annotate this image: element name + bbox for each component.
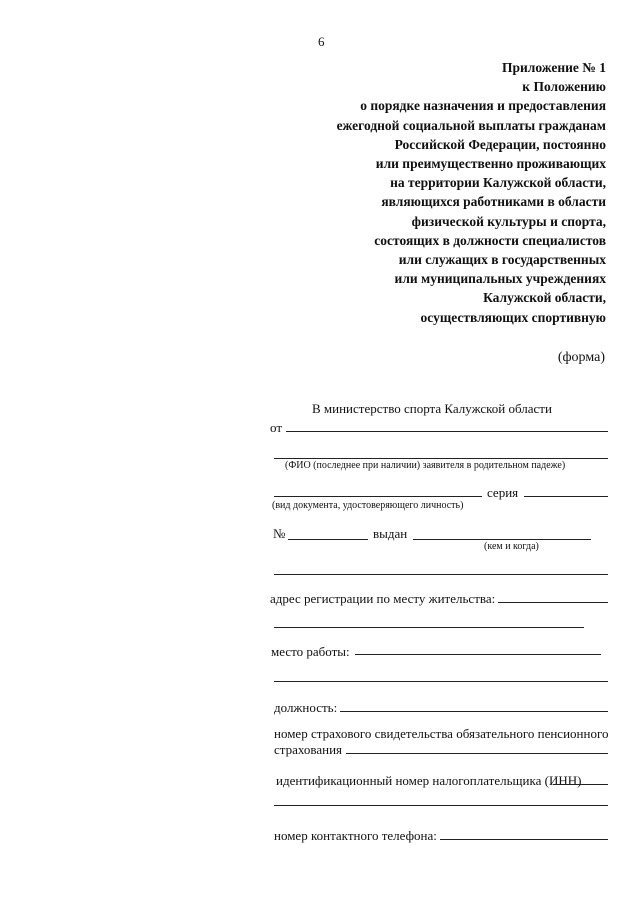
issued-continuation-field[interactable]	[274, 574, 608, 575]
header-line: или служащих в государственных	[398, 252, 606, 268]
header-line: осуществляющих спортивную	[420, 309, 606, 325]
issued-caption: (кем и когда)	[484, 541, 539, 552]
header-line: физической культуры и спорта,	[411, 213, 606, 229]
header-line: или муниципальных учреждениях	[394, 271, 606, 287]
snils-field[interactable]	[346, 753, 608, 754]
phone-label: номер контактного телефона:	[274, 828, 437, 843]
issued-label: выдан	[373, 526, 408, 541]
snils-label-continued: страхования	[274, 742, 343, 757]
header-line: состоящих в должности специалистов	[374, 232, 606, 248]
workplace-label: место работы:	[271, 644, 350, 659]
fio-caption: (ФИО (последнее при наличии) заявителя в родительном падеже)	[285, 460, 566, 471]
header-line: к Положению	[522, 79, 606, 95]
header-line: Российской Федерации, постоянно	[394, 136, 606, 152]
page-number: 6	[318, 34, 325, 49]
header-line: являющихся работниками в области	[381, 194, 606, 210]
address-continuation-field[interactable]	[274, 627, 584, 628]
workplace-continuation-field[interactable]	[274, 681, 608, 682]
document-caption: (вид документа, удостоверяющего личность)	[272, 500, 464, 511]
number-field[interactable]	[288, 539, 368, 540]
inn-field[interactable]	[553, 784, 608, 785]
phone-field[interactable]	[440, 839, 608, 840]
from-field[interactable]	[286, 431, 608, 432]
series-label: серия	[487, 485, 519, 500]
snils-label: номер страхового свидетельства обязательного пенсионного	[274, 726, 609, 741]
addressee-text: В министерство спорта Калужской области	[312, 401, 552, 416]
inn-label: идентификационный номер налогоплательщика (ИНН)	[276, 773, 582, 788]
series-field[interactable]	[524, 496, 608, 497]
inn-continuation-field[interactable]	[274, 805, 608, 806]
header-line: Калужской области,	[483, 290, 606, 306]
header-line: на территории Калужской области,	[390, 175, 606, 191]
position-field[interactable]	[340, 711, 608, 712]
header-line: Приложение № 1	[502, 60, 606, 75]
address-label: адрес регистрации по месту жительства:	[270, 591, 496, 606]
header-line: или преимущественно проживающих	[375, 156, 606, 172]
header-line: ежегодной социальной выплаты гражданам	[336, 117, 606, 133]
form-marker: (форма)	[557, 350, 605, 365]
issued-field[interactable]	[413, 539, 591, 540]
appendix-header	[337, 58, 606, 327]
document-type-field[interactable]	[274, 496, 482, 497]
fio-field[interactable]	[274, 458, 608, 459]
workplace-field[interactable]	[355, 654, 601, 655]
address-field[interactable]	[498, 602, 608, 603]
number-label: №	[273, 526, 286, 541]
position-label: должность:	[274, 700, 338, 715]
header-line: о порядке назначения и предоставления	[360, 98, 606, 114]
from-label: от	[270, 420, 283, 435]
